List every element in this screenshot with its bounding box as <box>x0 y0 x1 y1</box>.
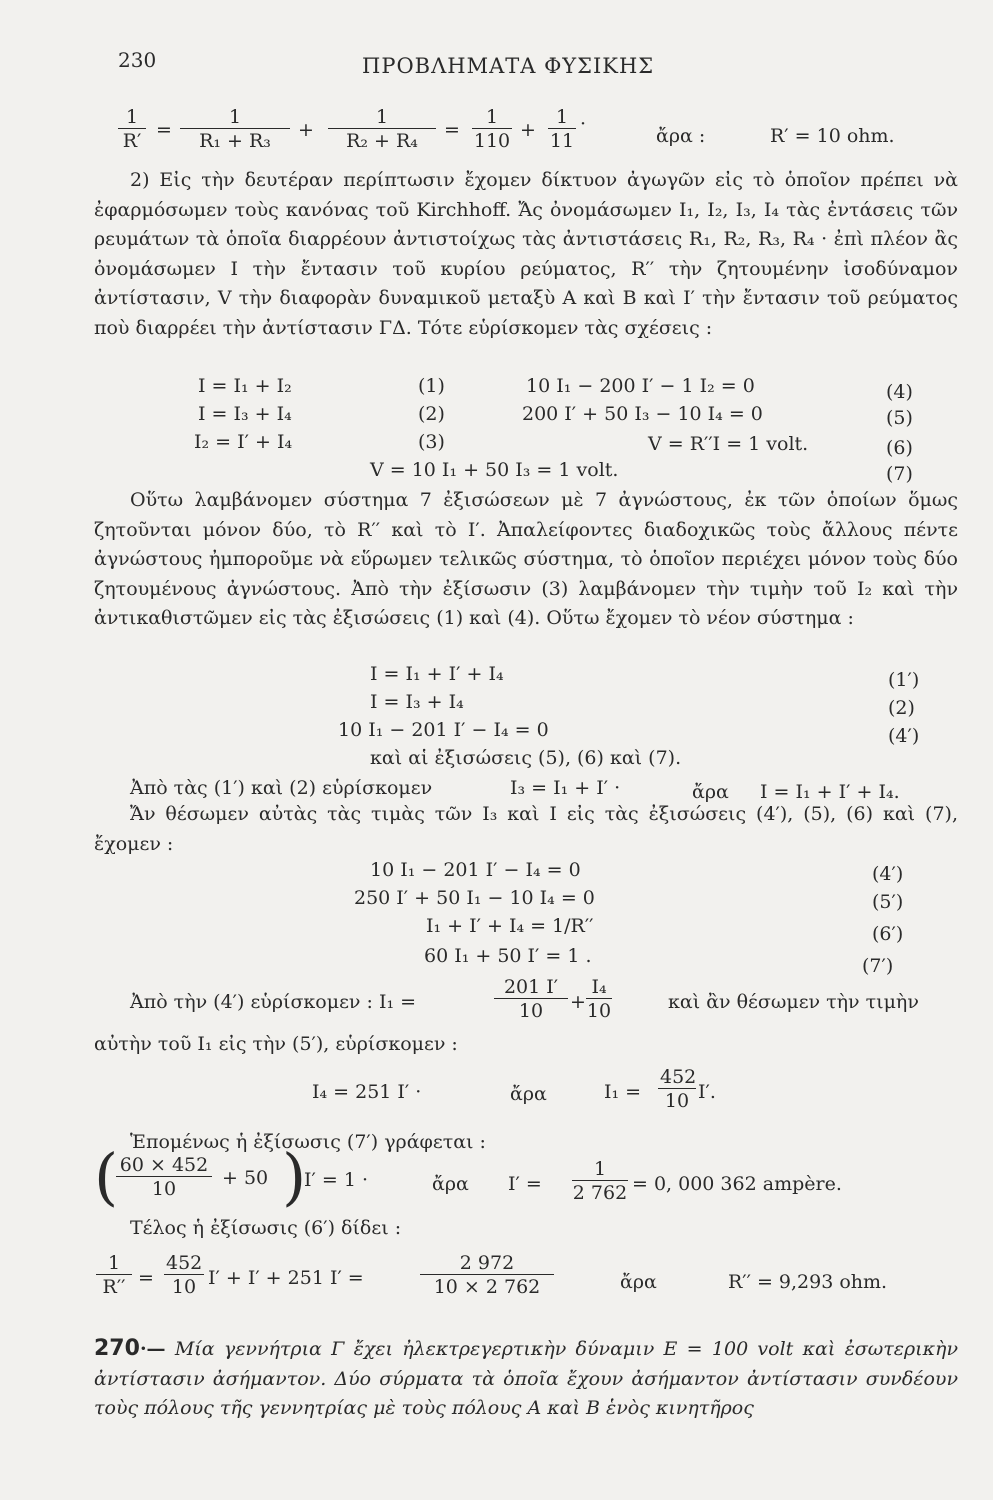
fraction: $\frac{1}{R''}$ <box>96 1252 132 1299</box>
equation-tag: (4′) <box>888 725 920 747</box>
fraction: $\frac{1}{\text{R₂ + R₄}}$ <box>328 106 436 153</box>
equation: 200 I′ + 50 I₃ − 10 I₄ = 0 <box>522 403 763 425</box>
equation: 10 I₁ − 200 I′ − 1 I₂ = 0 <box>526 375 755 397</box>
equation: I = I₁ + I′ + I₄. <box>760 781 900 803</box>
problem-number: 270 <box>94 1336 140 1361</box>
equation-tag: (5) <box>886 407 913 429</box>
fraction: $\frac{60 \times 452}{10}$ <box>116 1154 212 1201</box>
equation-tag: (5′) <box>872 891 904 913</box>
fraction: $\frac{1}{110}$ <box>473 106 511 152</box>
problem-text: Μία γεννήτρια Γ ἔχει ἠλεκτρεγερτικὴν δύναμιν E = 100 volt καὶ ἐσωτερικὴν ἀντίστασιν ἀσήμαντον. Δύο σύρματα τὰ ὁποῖα ἔχουν ἀσήμαντον ἀντίστασιν συνδέουν τοὺς πόλους τῆς γεννητρίας μὲ τοὺς πόλους A καὶ B ἑνὸς κινητῆρος <box>94 1338 958 1420</box>
equation-tag: (7) <box>886 463 913 485</box>
fraction: $\frac{452}{10}$ <box>660 1066 697 1112</box>
equation-tag: (1) <box>418 375 445 397</box>
fraction: $\frac{201 I'}{10}$ <box>494 976 568 1023</box>
equation-tag: (3) <box>418 431 445 453</box>
equation-tag: (4) <box>886 381 913 403</box>
equation: 60 I₁ + 50 I′ = 1 . <box>424 945 592 967</box>
equation: I = I₁ + I′ + I₄ <box>370 663 504 685</box>
text-line: Τέλος ἡ ἐξίσωσις (6′) δίδει : <box>130 1217 402 1239</box>
equation-tag: (6) <box>886 437 913 459</box>
fraction: $\frac{2 972}{10 \times 2 762}$ <box>420 1252 554 1299</box>
equation-tag: (2) <box>418 403 445 425</box>
problem-270: 270·— Μία γεννήτρια Γ ἔχει ἠλεκτρεγερτικὴν δύναμιν E = 100 volt καὶ ἐσωτερικὴν ἀντίστασιν ἀσήμαντον. Δύο σύρματα τὰ ὁποῖα ἔχουν ἀσήμαντον ἀντίστασιν συνδέουν τοὺς πόλους τῆς γεννητρίας μὲ τοὺς πόλους A καὶ B ἑνὸς κινητῆρος <box>94 1336 958 1420</box>
fraction: $\frac{1}{R'}$ <box>118 106 146 153</box>
equation-tag: (4′) <box>872 863 904 885</box>
equation: I = I₁ + I₂ <box>198 375 292 397</box>
fraction: $\frac{\text{I₄}}{10}$ <box>586 976 612 1022</box>
fraction: $\frac{1}{11}$ <box>549 106 575 152</box>
running-title: ΠΡΟΒΛΗΜΑΤΑ ΦΥΣΙΚΗΣ <box>362 54 655 78</box>
equation-tag: (7′) <box>862 955 894 977</box>
equation: 250 I′ + 50 I₁ − 10 I₄ = 0 <box>354 887 595 909</box>
paragraph-system: Οὕτω λαμβάνομεν σύστημα 7 ἐξισώσεων μὲ 7 ἀγνώστους, ἐκ τῶν ὁποίων ὅμως ζητοῦνται μόνον δύο, τὸ R′′ καὶ τὸ I′. Ἀπαλείφοντες διαδοχικῶς τοὺς ἄλλους πέντε ἀγνώστους ἠμποροῦμε νὰ εὕρωμεν τελικῶς σύστημα, τὸ ὁποῖον περιέχει μόνον τοὺς δύο ζητουμένους ἀγνώστους. Ἀπὸ τὴν ἐξίσωσιν (3) λαμβάνομεν τὴν τιμὴν τοῦ I₂ καὶ τὴν ἀντικαθιστῶμεν εἰς τὰς ἐξισώσεις (1) καὶ (4). Οὕτω ἔχομεν τὸ νέον σύστημα : <box>94 489 958 630</box>
equation: V = 10 I₁ + 50 I₃ = 1 volt. <box>370 459 619 481</box>
text-line: Ἑπομένως ἡ ἐξίσωσις (7′) γράφεται : <box>130 1131 486 1153</box>
page-number: 230 <box>118 48 157 72</box>
equation: 10 I₁ − 201 I′ − I₄ = 0 <box>370 859 581 881</box>
equation: I = I₃ + I₄ <box>198 403 292 425</box>
equation-tag: (2) <box>888 697 915 719</box>
text-line: Ἀπὸ τὰς (1′) καὶ (2) εὑρίσκομεν <box>130 777 433 799</box>
fraction: $\frac{1}{\text{R₁ + R₃}}$ <box>180 106 290 153</box>
equation-tag: (6′) <box>872 923 904 945</box>
equation: I₁ + I′ + I₄ = 1/R′′ <box>426 915 594 937</box>
paragraph-substitute: Ἄν θέσωμεν αὐτὰς τὰς τιμὰς τῶν I₃ καὶ I εἰς τὰς ἐξισώσεις (4′), (5), (6) καὶ (7), ἔχομεν : <box>94 803 958 855</box>
equation-tag: (1′) <box>888 669 920 691</box>
text-line: καὶ αἱ ἐξισώσεις (5), (6) καὶ (7). <box>370 747 682 769</box>
fraction: $\frac{452}{10}$ <box>166 1252 203 1298</box>
text-line: ἄρα <box>692 781 729 803</box>
equation: V = R′′I = 1 volt. <box>648 433 809 455</box>
fraction: $\frac{1}{2 762}$ <box>572 1158 628 1204</box>
equation: I = I₃ + I₄ <box>370 691 464 713</box>
equation: I₃ = I₁ + I′ · <box>510 777 621 799</box>
equation: I₂ = I′ + I₄ <box>194 431 293 453</box>
paragraph-kirchhoff: 2) Εἰς τὴν δευτέραν περίπτωσιν ἔχομεν δίκτυον ἀγωγῶν εἰς τὸ ὁποῖον πρέπει νὰ ἐφαρμόσωμεν τοὺς κανόνας τοῦ Kirchhoff. Ἄς ὀνομάσωμεν I₁, I₂, I₃, I₄ τὰς ἐντάσεις τῶν ρευμάτων τὰ ὁποῖα διαρρέουν ἀντιστοίχως τὰς ἀντιστάσεις R₁, R₂, R₃, R₄ · ἐπὶ πλέον ἂς ὀνομάσωμεν I τὴν ἔντασιν τοῦ κυρίου ρεύματος, R′′ τὴν ζητουμένην ἰσοδύναμον ἀντίστασιν, V τὴν διαφορὰν δυναμικοῦ μεταξὺ A καὶ B καὶ I′ τὴν ἔντασιν τοῦ ρεύματος ποὺ διαρρέει τὴν ἀντίστασιν ΓΔ. Τότε εὑρίσκομεν τὰς σχέσεις : <box>94 169 958 339</box>
book-page: 230 ΠΡΟΒΛΗΜΑΤΑ ΦΥΣΙΚΗΣ $\frac{1}{R'}$ = $\frac{1}{\text{R₁ + R₃}}$ + $\frac{1}{\text{R₂ + R₄}}$ = $\frac{1}{110}$ + $\frac{1}{11}$ · ἄρα : R′ = 10 ohm. 2) Εἰς τὴν δευτέραν περίπτωσιν ἔχομεν δίκτυον ἀγωγῶν εἰς τὸ ὁποῖον πρέπει νὰ ἐφαρμόσωμεν τοὺς κανόνας τοῦ Kirchhoff. Ἄς ὀνομάσωμεν I₁, I₂, I₃, I₄ τὰς ἐντάσεις τῶν ρευμάτων τὰ ὁποῖα διαρρέουν ἀντιστοίχως τὰς ἀντιστάσεις R₁, R₂, R₃, R₄ · ἐπὶ πλέον ἂς ὀνομάσωμεν I τὴν ἔντασιν τοῦ κυρίου ρεύματος, R′′ τὴν ζητουμένην ἰσοδύναμον ἀντίστασιν, V τὴν διαφορὰν δυναμικοῦ μεταξὺ A καὶ B καὶ I′ τὴν ἔντασιν τοῦ ρεύματος ποὺ διαρρέει τὴν ἀντίστασιν ΓΔ. Τότε εὑρίσκομεν τὰς σχέσεις : I = I₁ + I₂ (1) I = I₃ + I₄ (2) I₂ = I′ + I₄ (3) 10 I₁ − 200 I′ − 1 I₂ = 0 (4) 200 I′ + 50 I₃ − 10 I₄ = 0 (5) V = R′′I = 1 volt. (6) V = 10 I₁ + 50 I₃ = 1 volt. (7) Οὕτω λαμβάνομεν σύστημα 7 ἐξισώσεων μὲ 7 ἀγνώστους, ἐκ τῶν ὁποίων ὅμως ζητοῦνται μόνον δύο, τὸ R′′ καὶ τὸ I′. Ἀπαλείφοντες διαδοχικῶς τοὺς ἄλλους πέντε ἀγνώστους ἠμποροῦμε νὰ εὕρωμεν τελικῶς σύστημα, τὸ ὁποῖον περιέχει μόνον τοὺς δύο ζητουμένους ἀγνώστους. Ἀπὸ τὴν ἐξίσωσιν (3) λαμβάνομεν τὴν τιμὴν τοῦ I₂ καὶ τὴν ἀντικαθιστῶμεν εἰς τὰς ἐξισώσεις (1) καὶ (4). Οὕτω ἔχομεν τὸ νέον σύστημα : I = I₁ + I′ + I₄ (1′) I = I₃ + I₄ (2) 10 I₁ − 201 I′ − I₄ = 0 (4′) καὶ αἱ ἐξισώσεις (5), (6) καὶ (7). Ἀπὸ τὰς (1′) καὶ (2) εὑρίσκομεν I₃ = I₁ + I′ · ἄρα I = I₁ + I′ + I₄. Ἄν θέσωμεν αὐτὰς τὰς τιμὰς τῶν I₃ καὶ I εἰς τὰς ἐξισώσεις (4′), (5), (6) καὶ (7), ἔχομεν : 10 I₁ − 201 I′ − I₄ = 0 (4′) 250 I′ + 50 I₁ − 10 I₄ = 0 (5′) I₁ + I′ + I₄ = 1/R′′ (6′) 60 I₁ + 50 I′ = 1 . (7′) Ἀπὸ τὴν (4′) εὑρίσκομεν : I₁ = $\frac{201 I'}{10}$ + $\frac{\text{I₄}}{10}$ καὶ ἂν θέσωμεν τὴν τιμὴν αὐτὴν τοῦ I₁ εἰς τὴν (5′), εὑρίσκομεν : I₄ = 251 I′ · ἄρα I₁ = $\frac{452}{10}$ I′. Ἑπομένως ἡ ἐξίσωσις (7′) γράφεται : ( $\frac{60 \times 452}{10}$ + 50 ) I′ = 1 · ἄρα I′ = $\frac{1}{2 762}$ = 0, 000 362 ampère. Τέλος ἡ ἐξίσωσις (6′) δίδει : $\frac{1}{R''}$ = $\frac{452}{10}$ I′ + I′ + 251 I′ = $\frac{2 972}{10 \times 2 762}$ ἄρα R′′ = 9,293 ohm. 270·— Μία γεννήτρια Γ ἔχει ἠλεκτρεγερτικὴν δύναμιν E = 100 volt καὶ ἐσωτερικὴν ἀντίστασιν ἀσήμαντον. Δύο σύρματα τὰ ὁποῖα ἔχουν ἀσήμαντον ἀντίστασιν συνδέουν τοὺς πόλους τῆς γεννητρίας μὲ τοὺς πόλους A καὶ B ἑνὸς κινητῆρος <box>0 0 993 1500</box>
equation: 10 I₁ − 201 I′ − I₄ = 0 <box>338 719 549 741</box>
